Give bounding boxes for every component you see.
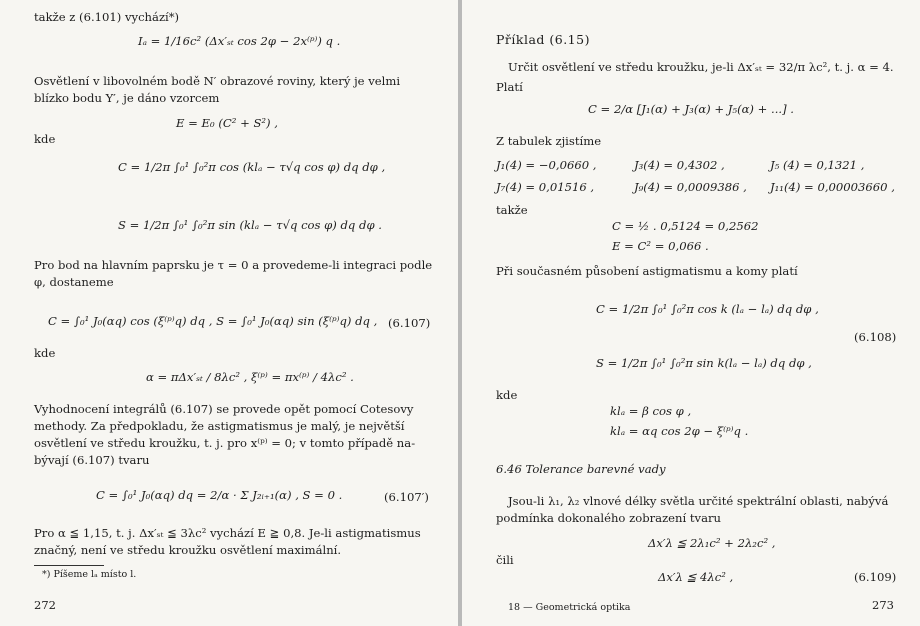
example-line: Platí [496,80,523,94]
paragraph-line: osvětlení ve středu kroužku, t. j. pro x⁽ᵖ⁾ = 0; v tomto případě na- [34,436,416,450]
equation-6-108-s: S = 1/2π ∫₀¹ ∫₀²π sin k(lₐ − lₐ) dq dφ , [596,356,812,370]
table-cell: J₁(4) = −0,0660 , [496,158,597,172]
footnote-rule [34,565,104,566]
footnote: *) Píšeme lₐ místo l. [42,569,137,580]
equation-number: (6.108) [854,330,897,344]
equation-alpha-xi: α = πΔx′ₛₜ / 8λc² , ξ⁽ᵖ⁾ = πx⁽ᵖ⁾ / 4λc² . [146,370,354,384]
table-cell: J₅ (4) = 0,1321 , [770,158,865,172]
running-footer: 18 — Geometrická optika [508,602,631,613]
paragraph-line: Při současném působení astigmatismu a komy platí [496,264,798,278]
result-e: E = C² = 0,066 . [612,239,709,253]
kde-label: kde [34,132,56,146]
equation-6-109: Δx′λ ≦ 4λc² , [658,570,734,584]
equation-illumination: E = E₀ (C² + S²) , [176,116,278,130]
equation-i-alpha: Iₐ = 1/16c² (Δx′ₛₜ cos 2φ − 2x⁽ᵖ⁾) q . [138,34,341,48]
table-cell: J₁₁(4) = 0,00003660 , [770,180,895,194]
kde-label: kde [496,388,518,402]
equation-6-108-c: C = 1/2π ∫₀¹ ∫₀²π cos k (lₐ − lₐ) dq dφ , [596,302,819,316]
table-cell: J₉(4) = 0,0009386 , [634,180,747,194]
equation-c-integral: C = 1/2π ∫₀¹ ∫₀²π cos (klₐ − τ√q cos φ) dq dφ , [118,160,386,174]
table-intro: Z tabulek zjistíme [496,134,602,148]
right-page [462,0,920,626]
paragraph-line: podmínka dokonalého zobrazení tvaru [496,511,722,525]
result-c: C = ½ . 0,5124 = 0,2562 [612,219,759,233]
equation-number: (6.107′) [384,490,429,504]
table-cell: J₇(4) = 0,01516 , [496,180,595,194]
paragraph-line: φ, dostaneme [34,275,114,289]
paragraph-line: Pro α ≦ 1,15, t. j. Δx′ₛₜ ≦ 3λc² vychází E ≧ 0,8. Je-li astigmatismus [34,526,421,540]
equation-number: (6.109) [854,570,897,584]
kde-label: kde [34,346,56,360]
equation-dispersion: Δx′λ ≦ 2λ₁c² + 2λ₂c² , [648,536,776,550]
section-heading: 6.46 Tolerance barevné vady [496,462,666,476]
example-title: Příklad (6.15) [496,32,590,47]
equation-number: (6.107) [388,316,431,330]
kde-equation: klₐ = αq cos 2φ − ξ⁽ᵖ⁾q . [610,424,749,438]
equation-6-107-prime: C = ∫₀¹ J₀(αq) dq = 2/α · Σ J₂ᵢ₊₁(α) , S = 0 . [96,488,343,502]
page-number: 273 [872,598,894,612]
page-number: 272 [34,598,56,612]
equation-c-bessel-sum: C = 2/α [J₁(α) + J₃(α) + J₅(α) + ...] . [588,102,794,116]
paragraph-line: bývají (6.107) tvaru [34,453,150,467]
kde-equation: klₐ = β cos φ , [610,404,692,418]
paragraph-line: methody. Za předpokladu, že astigmatismus je malý, je největší [34,419,405,433]
paragraph-line: Vyhodnocení integrálů (6.107) se provede opět pomocí Cotesovy [34,402,414,416]
left-page [0,0,458,626]
cili-label: čili [496,553,514,567]
paragraph-line: značný, není ve středu kroužku osvětlení maximální. [34,543,342,557]
example-line: Určit osvětlení ve středu kroužku, je-li Δx′ₛₜ = 32/π λc², t. j. α = 4. [508,60,894,74]
paragraph-line: Jsou-li λ₁, λ₂ vlnové délky světla určité spektrální oblasti, nabývá [508,494,889,508]
equation-6-107: C = ∫₀¹ J₀(αq) cos (ξ⁽ᵖ⁾q) dq , S = ∫₀¹ J₀(αq) sin (ξ⁽ᵖ⁾q) dq , [48,314,378,328]
table-cell: J₃(4) = 0,4302 , [634,158,725,172]
intro-line: takže z (6.101) vychází*) [34,10,180,24]
paragraph-line: Osvětlení v libovolném bodě N′ obrazové roviny, který je velmi [34,74,401,88]
paragraph-line: blízko bodu Y′, je dáno vzorcem [34,91,220,105]
takze-label: takže [496,203,528,217]
paragraph-line: Pro bod na hlavním paprsku je τ = 0 a provedeme-li integraci podle [34,258,433,272]
equation-s-integral: S = 1/2π ∫₀¹ ∫₀²π sin (klₐ − τ√q cos φ) dq dφ . [118,218,382,232]
